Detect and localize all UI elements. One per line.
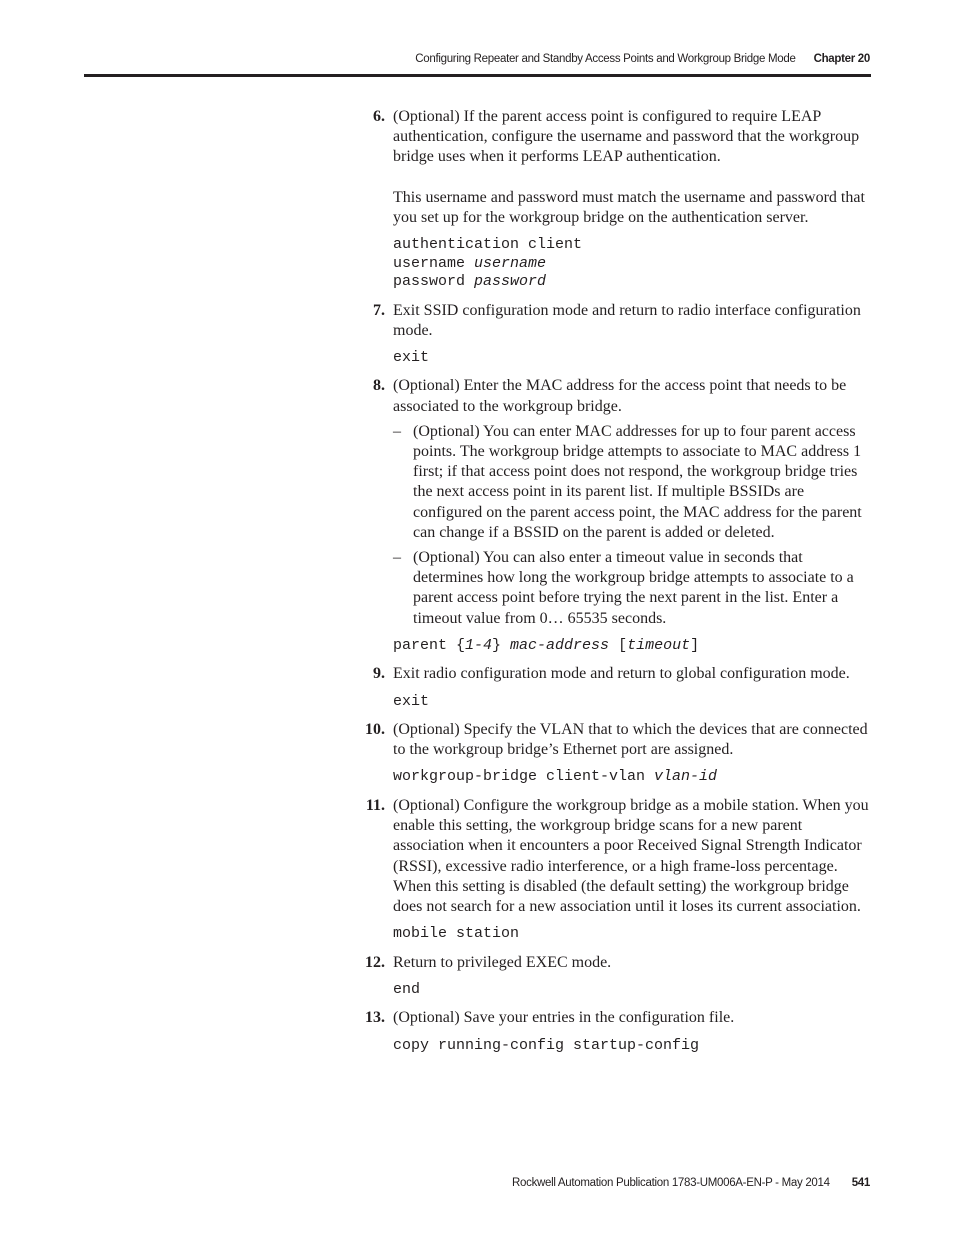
- page-header: [415, 53, 870, 65]
- step-9: [373, 664, 873, 711]
- step-number: 7.: [373, 301, 385, 319]
- step-7: [373, 301, 873, 368]
- code-block: parent {1-4} mac-address [timeout]: [393, 636, 700, 654]
- step-text: (Optional) Specify the VLAN that to which the devices that are connected to the workgroup bridge’s Ethernet port are assigned.: [393, 721, 868, 759]
- code-block: workgroup-bridge client-vlan vlan-id: [393, 768, 718, 786]
- dash-bullet: –: [393, 422, 401, 440]
- step-number: 9.: [373, 665, 385, 683]
- step-11: [365, 796, 873, 944]
- step-8: [373, 376, 873, 655]
- code-block: authentication client username username password password: [393, 236, 583, 291]
- step-number: 11.: [365, 796, 385, 814]
- page-number: 541: [851, 1177, 870, 1189]
- step-text: Return to privileged EXEC mode.: [393, 953, 612, 971]
- main-content: [365, 107, 873, 1064]
- code-block: mobile station: [393, 925, 520, 943]
- step-note: This username and password must match the username and password that you set up for the workgroup bridge on the authentication server.: [393, 188, 865, 226]
- step-13: [365, 1008, 873, 1055]
- header-chapter: Chapter 20: [813, 53, 870, 65]
- step-number: 6.: [373, 108, 385, 125]
- step-text: (Optional) Enter the MAC address for the access point that needs to be associated to the workgroup bridge.: [393, 377, 847, 415]
- dash-bullet: –: [393, 549, 401, 567]
- step-text: (Optional) If the parent access point is configured to require LEAP authentication, configure the username and password that the workgroup bridge uses when it performs LEAP authentication.: [393, 108, 860, 166]
- sub-item: [393, 548, 873, 629]
- step-text: (Optional) Configure the workgroup bridge as a mobile station. When you enable this setting, the workgroup bridge scans for a new parent association when it encounters a poor Received Signal Strength Indicator (RSSI), excessive radio interference, or a high frame-loss percentage. When this setting is disabled (the default setting) the workgroup bridge does not search for a new association until it loses its current association.: [393, 796, 869, 915]
- step-number: 12.: [365, 953, 385, 971]
- code-block: copy running-config startup-config: [393, 1036, 700, 1054]
- step-text: (Optional) Save your entries in the configuration file.: [393, 1009, 735, 1027]
- code-block: exit: [393, 692, 430, 710]
- header-title: Configuring Repeater and Standby Access Points and Workgroup Bridge Mode: [415, 53, 796, 65]
- code-block: exit: [393, 348, 430, 366]
- header-rule: [84, 74, 871, 77]
- step-10: [365, 720, 873, 787]
- step-6: [373, 107, 873, 292]
- code-block: end: [393, 980, 421, 998]
- sub-item: [393, 422, 873, 543]
- step-text: Exit radio configuration mode and return to global configuration mode.: [393, 665, 850, 683]
- page-footer: [512, 1177, 870, 1189]
- step-number: 10.: [365, 721, 385, 739]
- step-number: 13.: [365, 1009, 385, 1027]
- step-12: [365, 953, 873, 1000]
- step-text: Exit SSID configuration mode and return to radio interface configuration mode.: [393, 301, 861, 339]
- publication-info: Rockwell Automation Publication 1783-UM006A-EN-P - May 2014: [512, 1177, 830, 1189]
- step-number: 8.: [373, 377, 385, 395]
- sub-item-text: (Optional) You can also enter a timeout value in seconds that determines how long the workgroup bridge attempts to associate to a parent access point before trying the next parent in the list. Enter a timeout value from 0… 65535 seconds.: [413, 549, 854, 627]
- sub-item-text: (Optional) You can enter MAC addresses for up to four parent access points. The workgroup bridge attempts to associate to MAC address 1 first; if that access point does not respond, the workgroup bridge tries the next access point in its parent list. If multiple BSSIDs are configured on the parent access point, the MAC address for the parent can change if a BSSID on the parent is added or deleted.: [413, 422, 862, 541]
